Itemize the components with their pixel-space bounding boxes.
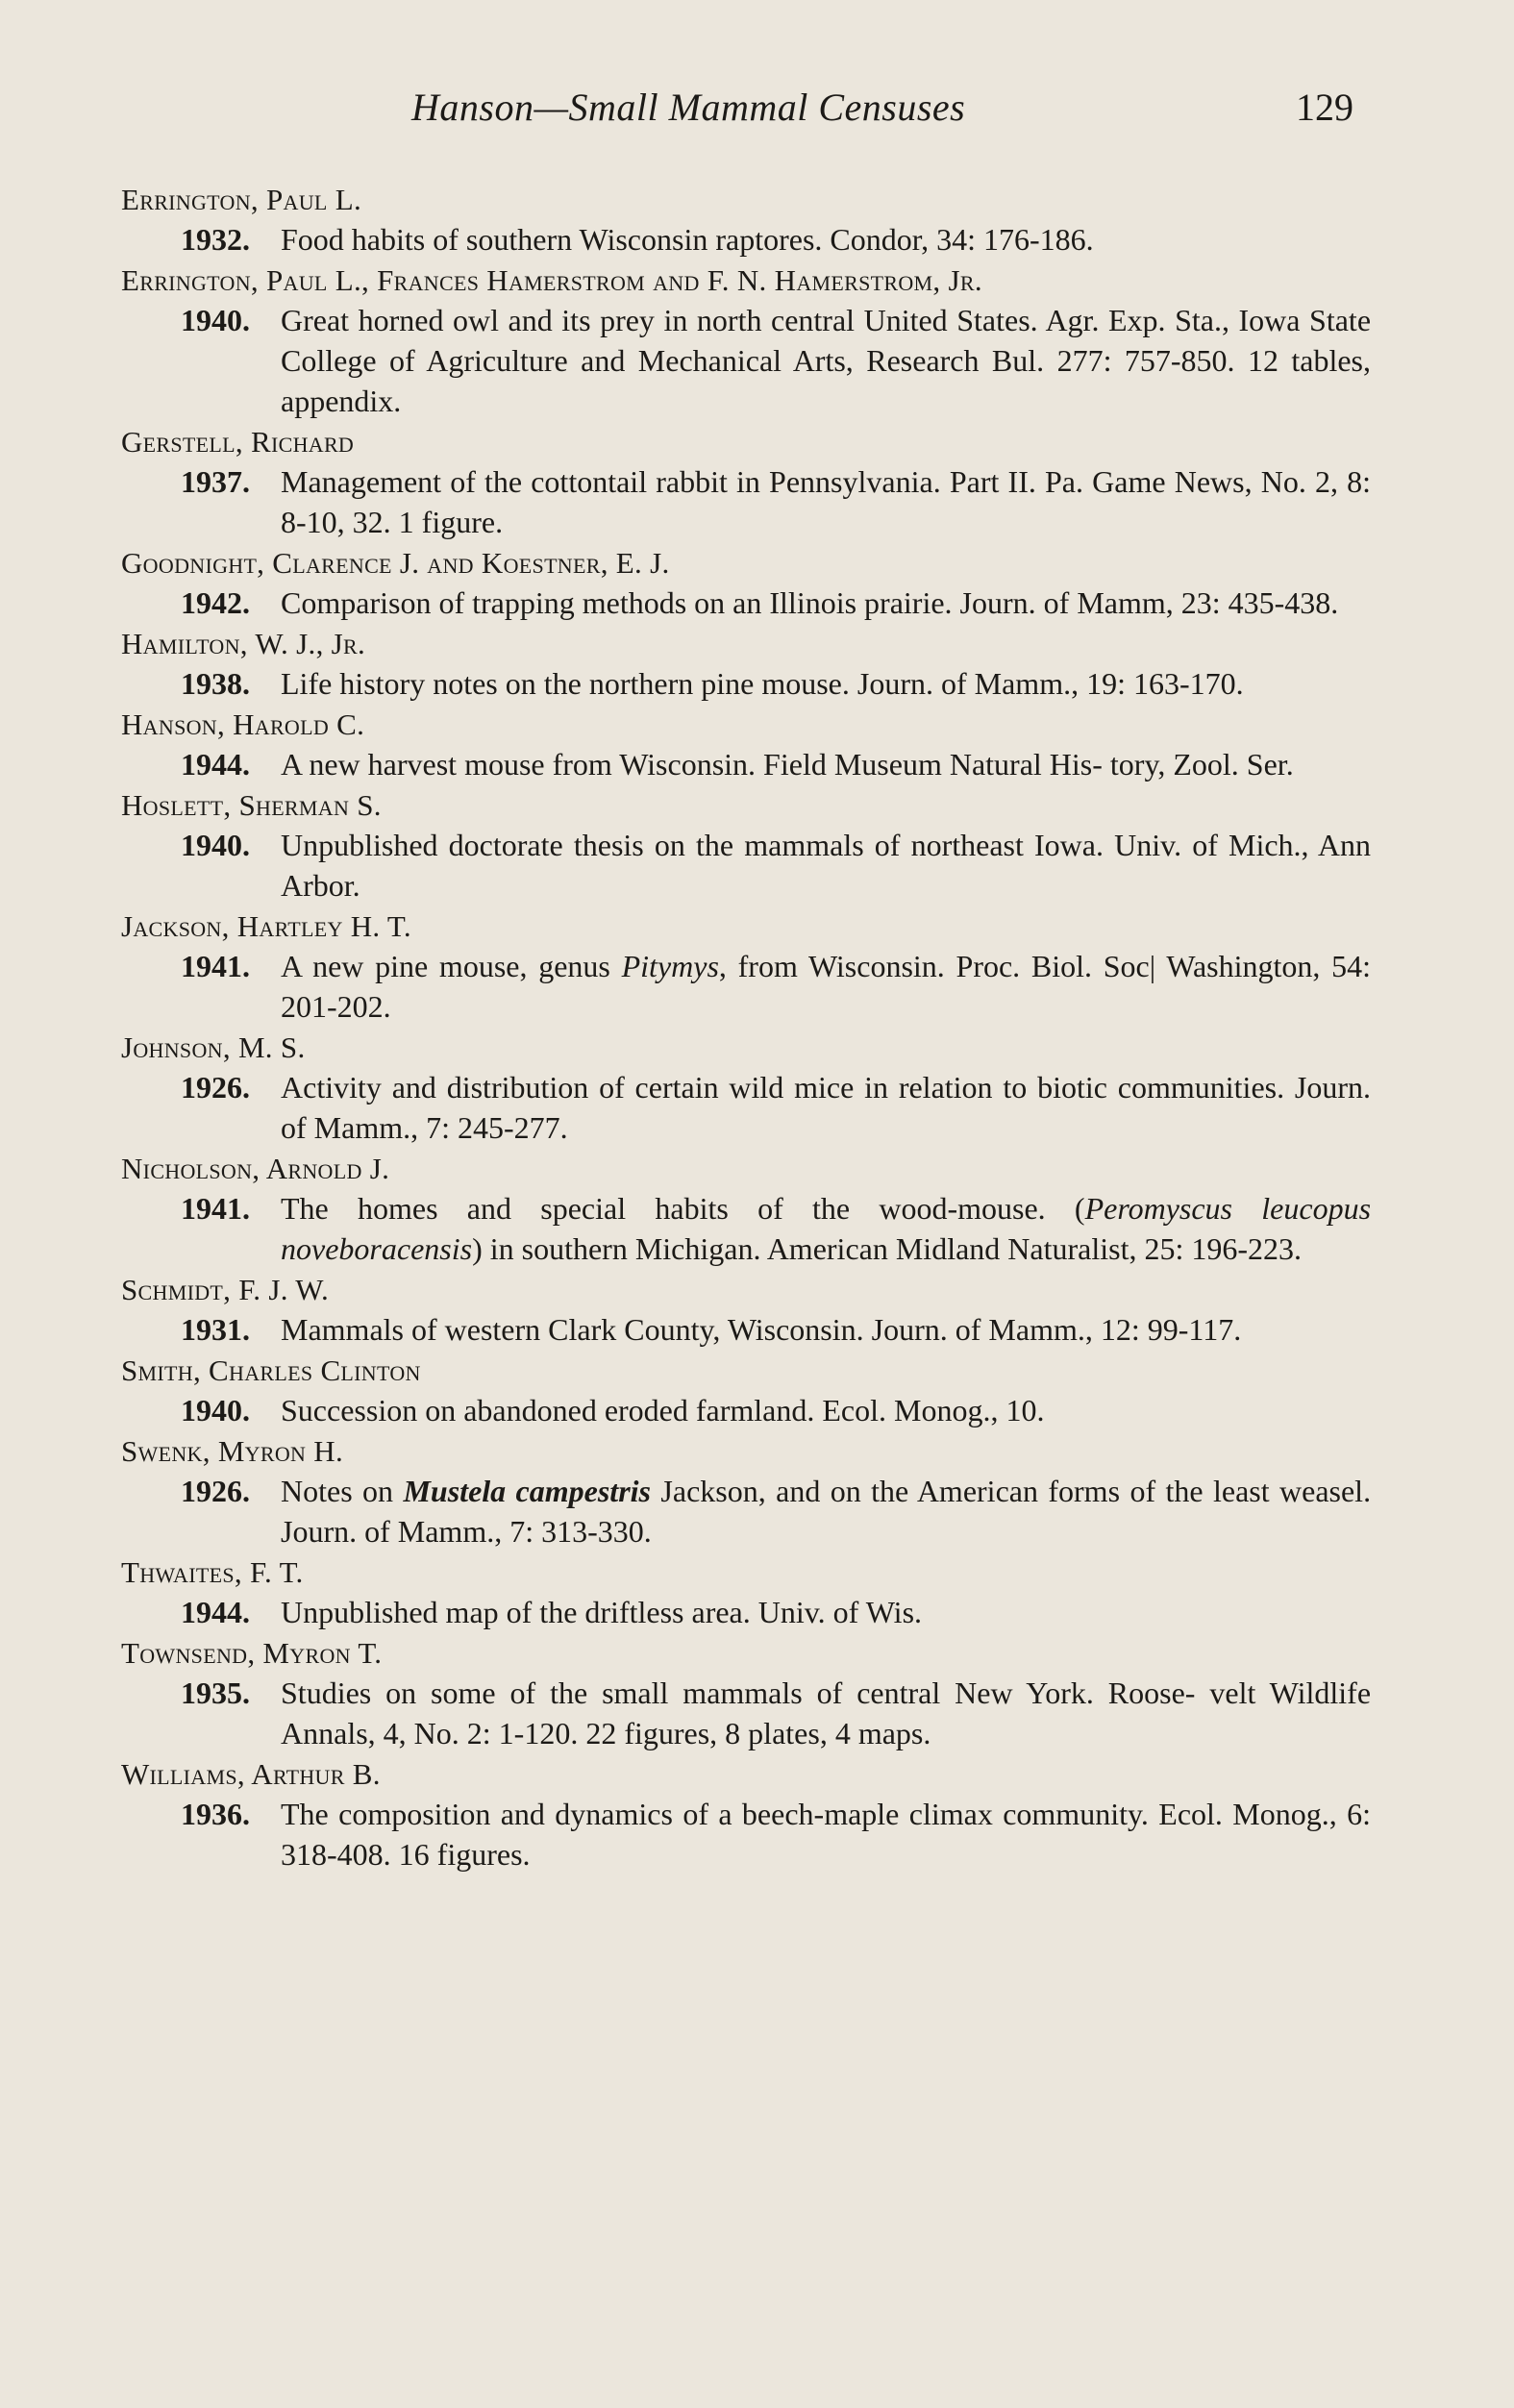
reference-text: Succession on abandoned eroded farmland. Ecol. Monog., 10. bbox=[281, 1393, 1045, 1427]
reference-year: 1938. bbox=[181, 666, 250, 701]
reference-author: Jackson, Hartley H. T. bbox=[121, 909, 411, 943]
reference-text: Notes on Mustela campestris Jackson, and on the American forms of the least weasel. Journ. of Mamm., 7: 313-330. bbox=[281, 1474, 1372, 1549]
reference-text: Unpublished doctorate thesis on the mammals of northeast Iowa. Univ. of Mich., Ann Arbor. bbox=[281, 828, 1372, 903]
reference-author: Goodnight, Clarence J. and Koestner, E. J. bbox=[121, 546, 670, 580]
reference-author: Williams, Arthur B. bbox=[121, 1757, 381, 1791]
reference-author: Townsend, Myron T. bbox=[121, 1636, 383, 1670]
reference-author: Errington, Paul L. bbox=[121, 183, 361, 216]
reference-author: Hamilton, W. J., Jr. bbox=[121, 627, 366, 660]
reference-year: 1932. bbox=[181, 222, 250, 257]
reference-year: 1940. bbox=[181, 828, 250, 862]
reference-text: Comparison of trapping methods on an Illinois prairie. Journ. of Mamm, 23: 435-438. bbox=[281, 585, 1339, 620]
reference-year: 1937. bbox=[181, 464, 250, 499]
reference-text: Management of the cottontail rabbit in Pennsylvania. Part II. Pa. Game News, No. 2, 8: 8-10, 32. 1 figure. bbox=[281, 464, 1372, 539]
reference-list bbox=[121, 181, 1371, 1874]
reference-year: 1944. bbox=[181, 747, 250, 782]
reference-text: A new harvest mouse from Wisconsin. Field Museum Natural His- tory, Zool. Ser. bbox=[281, 747, 1294, 782]
reference-author: Johnson, M. S. bbox=[121, 1030, 306, 1064]
reference-author: Schmidt, F. J. W. bbox=[121, 1273, 330, 1306]
reference-year: 1940. bbox=[181, 1393, 250, 1427]
reference-year: 1940. bbox=[181, 303, 250, 337]
reference-text: Mammals of western Clark County, Wisconsin. Journ. of Mamm., 12: 99-117. bbox=[281, 1312, 1242, 1347]
reference-year: 1935. bbox=[181, 1676, 250, 1710]
reference-author: Nicholson, Arnold J. bbox=[121, 1152, 390, 1185]
reference-year: 1926. bbox=[181, 1070, 250, 1105]
reference-entry bbox=[121, 544, 1371, 623]
reference-text: Activity and distribution of certain wild mice in relation to biotic communities. Journ. of Mamm., 7: 245-277. bbox=[281, 1070, 1372, 1145]
reference-year: 1942. bbox=[181, 585, 250, 620]
reference-entry bbox=[121, 1553, 1371, 1632]
reference-entry bbox=[121, 907, 1371, 1027]
reference-entry bbox=[121, 1755, 1371, 1874]
reference-entry bbox=[121, 1432, 1371, 1552]
reference-year: 1944. bbox=[181, 1595, 250, 1629]
reference-entry bbox=[121, 625, 1371, 704]
reference-entry bbox=[121, 706, 1371, 784]
reference-entry bbox=[121, 181, 1371, 260]
reference-author: Smith, Charles Clinton bbox=[121, 1353, 421, 1387]
reference-entry bbox=[121, 786, 1371, 906]
reference-entry bbox=[121, 1271, 1371, 1350]
reference-year: 1941. bbox=[181, 949, 250, 983]
reference-author: Hoslett, Sherman S. bbox=[121, 788, 382, 822]
reference-author: Hanson, Harold C. bbox=[121, 708, 365, 741]
running-head bbox=[0, 85, 1514, 142]
reference-year: 1926. bbox=[181, 1474, 250, 1508]
reference-year: 1941. bbox=[181, 1191, 250, 1226]
reference-entry bbox=[121, 261, 1371, 421]
reference-entry bbox=[121, 1029, 1371, 1148]
running-title: Hanson—Small Mammal Censuses bbox=[411, 86, 966, 129]
reference-author: Errington, Paul L., Frances Hamerstrom and F. N. Hamerstrom, Jr. bbox=[121, 263, 982, 297]
reference-text: A new pine mouse, genus Pitymys, from Wisconsin. Proc. Biol. Soc| Washington, 54: 201-202. bbox=[281, 949, 1372, 1024]
reference-author: Thwaites, F. T. bbox=[121, 1555, 304, 1589]
reference-entry bbox=[121, 423, 1371, 542]
reference-entry bbox=[121, 1352, 1371, 1430]
reference-text: Studies on some of the small mammals of central New York. Roose- velt Wildlife Annals, 4, No. 2: 1-120. 22 figures, 8 plates, 4 maps. bbox=[281, 1676, 1372, 1750]
reference-text: Unpublished map of the driftless area. Univ. of Wis. bbox=[281, 1595, 923, 1629]
reference-entry bbox=[121, 1150, 1371, 1269]
reference-entry bbox=[121, 1634, 1371, 1753]
reference-year: 1931. bbox=[181, 1312, 250, 1347]
reference-text: Food habits of southern Wisconsin raptores. Condor, 34: 176-186. bbox=[281, 222, 1094, 257]
reference-author: Swenk, Myron H. bbox=[121, 1434, 344, 1468]
reference-text: Great horned owl and its prey in north central United States. Agr. Exp. Sta., Iowa State College of Agriculture and Mechanical Arts, Research Bul. 277: 757-850. 12 tables, appendix. bbox=[281, 303, 1372, 418]
reference-text: Life history notes on the northern pine mouse. Journ. of Mamm., 19: 163-170. bbox=[281, 666, 1244, 701]
reference-text: The composition and dynamics of a beech-maple climax community. Ecol. Monog., 6: 318-408. 16 figures. bbox=[281, 1797, 1371, 1872]
reference-text: The homes and special habits of the wood-mouse. (Peromyscus leucopus noveboracensis) in southern Michigan. American Midland Naturalist, 25: 196-223. bbox=[281, 1191, 1372, 1266]
reference-author: Gerstell, Richard bbox=[121, 425, 355, 459]
page-number: 129 bbox=[1296, 86, 1353, 129]
reference-year: 1936. bbox=[181, 1797, 250, 1831]
